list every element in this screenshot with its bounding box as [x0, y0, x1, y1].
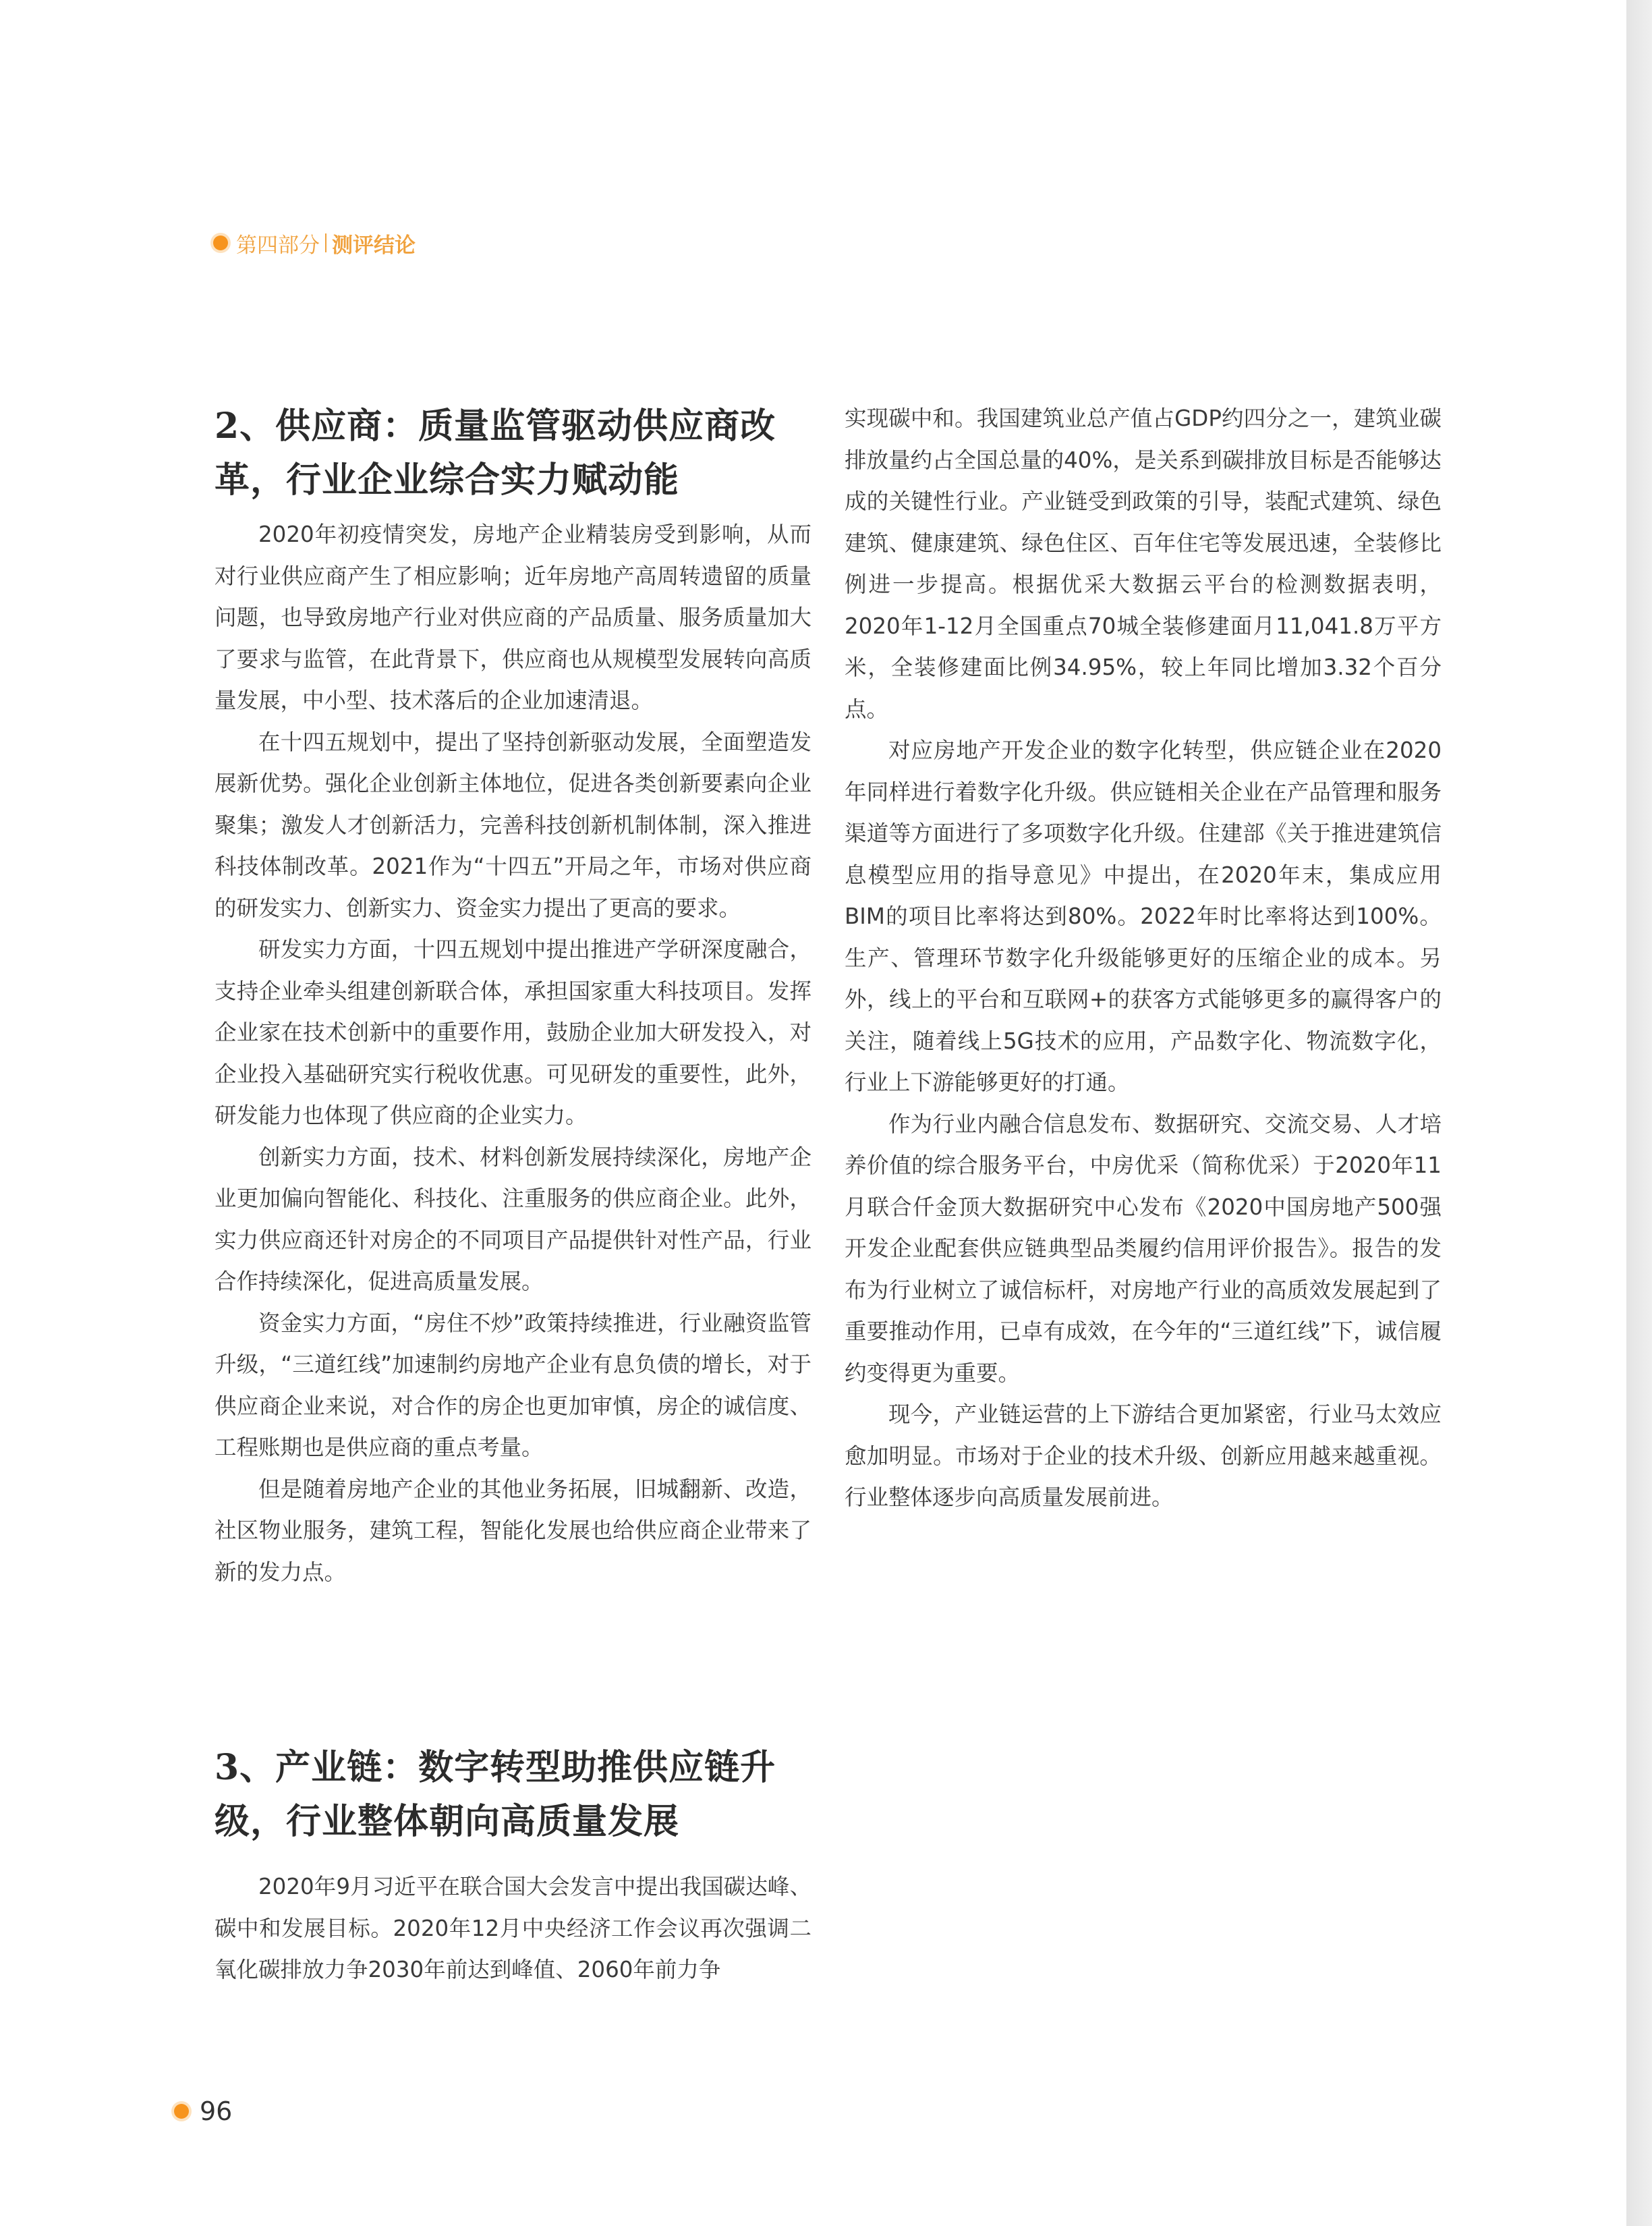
left-column: [215, 398, 811, 1593]
section3-paragraph-1-start: 2020年9月习近平在联合国大会发言中提出我国碳达峰、碳中和发展目标。2020年12月中央经济工作会议再次强调二氧化碳排放力争2030年前达到峰值、2060年前力争: [215, 1874, 811, 1982]
header-section-label: 测评结论: [332, 233, 416, 258]
section2-paragraph-4: 创新实力方面，技术、材料创新发展持续深化，房地产企业更加偏向智能化、科技化、注重服务的供应商企业。此外，实力供应商还针对房企的不同项目产品提供针对性产品，行业合作持续深化，促进高质量发展。: [215, 1144, 811, 1294]
section3-paragraph-4: 现今，产业链运营的上下游结合更加紧密，行业马太效应愈加明显。市场对于企业的技术升级、创新应用越来越重视。行业整体逐步向高质量发展前进。: [845, 1401, 1442, 1510]
header-part-label: 第四部分: [236, 233, 320, 258]
section3-body-start: [215, 1866, 811, 1991]
right-column: [845, 398, 1442, 1519]
section2-paragraph-2: 在十四五规划中，提出了坚持创新驱动发展，全面塑造发展新优势。强化企业创新主体地位，促进各类创新要素向企业聚集；激发人才创新活力，完善科技创新机制体制，深入推进科技体制改革。2021作为“十四五”开局之年，市场对供应商的研发实力、创新实力、资金实力提出了更高的要求。: [215, 729, 811, 921]
page-number: 96: [200, 2096, 233, 2126]
section2-paragraph-1: 2020年初疫情突发，房地产企业精装房受到影响，从而对行业供应商产生了相应影响；近年房地产高周转遗留的质量问题，也导致房地产行业对供应商的产品质量、服务质量加大了要求与监管，在此背景下，供应商也从规模型发展转向高质量发展，中小型、技术落后的企业加速清退。: [215, 522, 811, 713]
section2-heading: [215, 399, 811, 507]
section2-paragraph-6: 但是随着房地产企业的其他业务拓展，旧城翻新、改造，社区物业服务，建筑工程，智能化发展也给供应商企业带来了新的发力点。: [215, 1476, 811, 1585]
section2-paragraph-3: 研发实力方面，十四五规划中提出推进产学研深度融合，支持企业牵头组建创新联合体，承担国家重大科技项目。发挥企业家在技术创新中的重要作用，鼓励企业加大研发投入，对企业投入基础研究实行税收优惠。可见研发的重要性，此外，研发能力也体现了供应商的企业实力。: [215, 937, 811, 1128]
section3-paragraph-3: 作为行业内融合信息发布、数据研究、交流交易、人才培养价值的综合服务平台，中房优采（简称优采）于2020年11月联合仟金顶大数据研究中心发布《2020中国房地产500强开发企业配套供应链典型品类履约信用评价报告》。报告的发布为行业树立了诚信标杆，对房地产行业的高质效发展起到了重要推动作用，已卓有成效，在今年的“三道红线”下，诚信履约变得更为重要。: [845, 1111, 1442, 1386]
section2-heading-line1: 2、供应商：质量监管驱动供应商改: [215, 406, 776, 447]
section3-heading: [215, 1741, 811, 1849]
header-bullet-icon: [213, 235, 228, 250]
running-header: [213, 227, 416, 259]
section2-paragraph-5: 资金实力方面，“房住不炒”政策持续推进，行业融资监管升级，“三道红线”加速制约房地产企业有息负债的增长，对于供应商企业来说，对合作的房企也更加审慎，房企的诚信度、工程账期也是供应商的重点考量。: [215, 1310, 811, 1460]
page-edge-strip: [1626, 0, 1652, 2226]
footer-bullet-icon: [174, 2104, 189, 2119]
section3-heading-line1: 3、产业链：数字转型助推供应链升: [215, 1747, 776, 1788]
section3-paragraph-2: 对应房地产开发企业的数字化转型，供应链企业在2020年同样进行着数字化升级。供应链相关企业在产品管理和服务渠道等方面进行了多项数字化升级。住建部《关于推进建筑信息模型应用的指导意见》中提出，在2020年末，集成应用BIM的项目比率将达到80%。2022年时比率将达到100%。生产、管理环节数字化升级能够更好的压缩企业的成本。另外，线上的平台和互联网+的获客方式能够更多的赢得客户的关注，随着线上5G技术的应用，产品数字化、物流数字化，行业上下游能够更好的打通。: [845, 738, 1442, 1095]
section3-paragraph-1-continued: 实现碳中和。我国建筑业总产值占GDP约四分之一，建筑业碳排放量约占全国总量的40%，是关系到碳排放目标是否能够达成的关键性行业。产业链受到政策的引导，装配式建筑、绿色建筑、健康建筑、绿色住区、百年住宅等发展迅速，全装修比例进一步提高。根据优采大数据云平台的检测数据表明，2020年1-12月全国重点70城全装修建面月11,041.8万平方米，全装修建面比例34.95%，较上年同比增加3.32个百分点。: [845, 406, 1442, 722]
header-separator: [325, 233, 326, 252]
section3-heading-line2: 级，行业整体朝向高质量发展: [215, 1801, 680, 1842]
section2-heading-line2: 革，行业企业综合实力赋动能: [215, 460, 680, 501]
page-footer: [174, 2094, 232, 2128]
